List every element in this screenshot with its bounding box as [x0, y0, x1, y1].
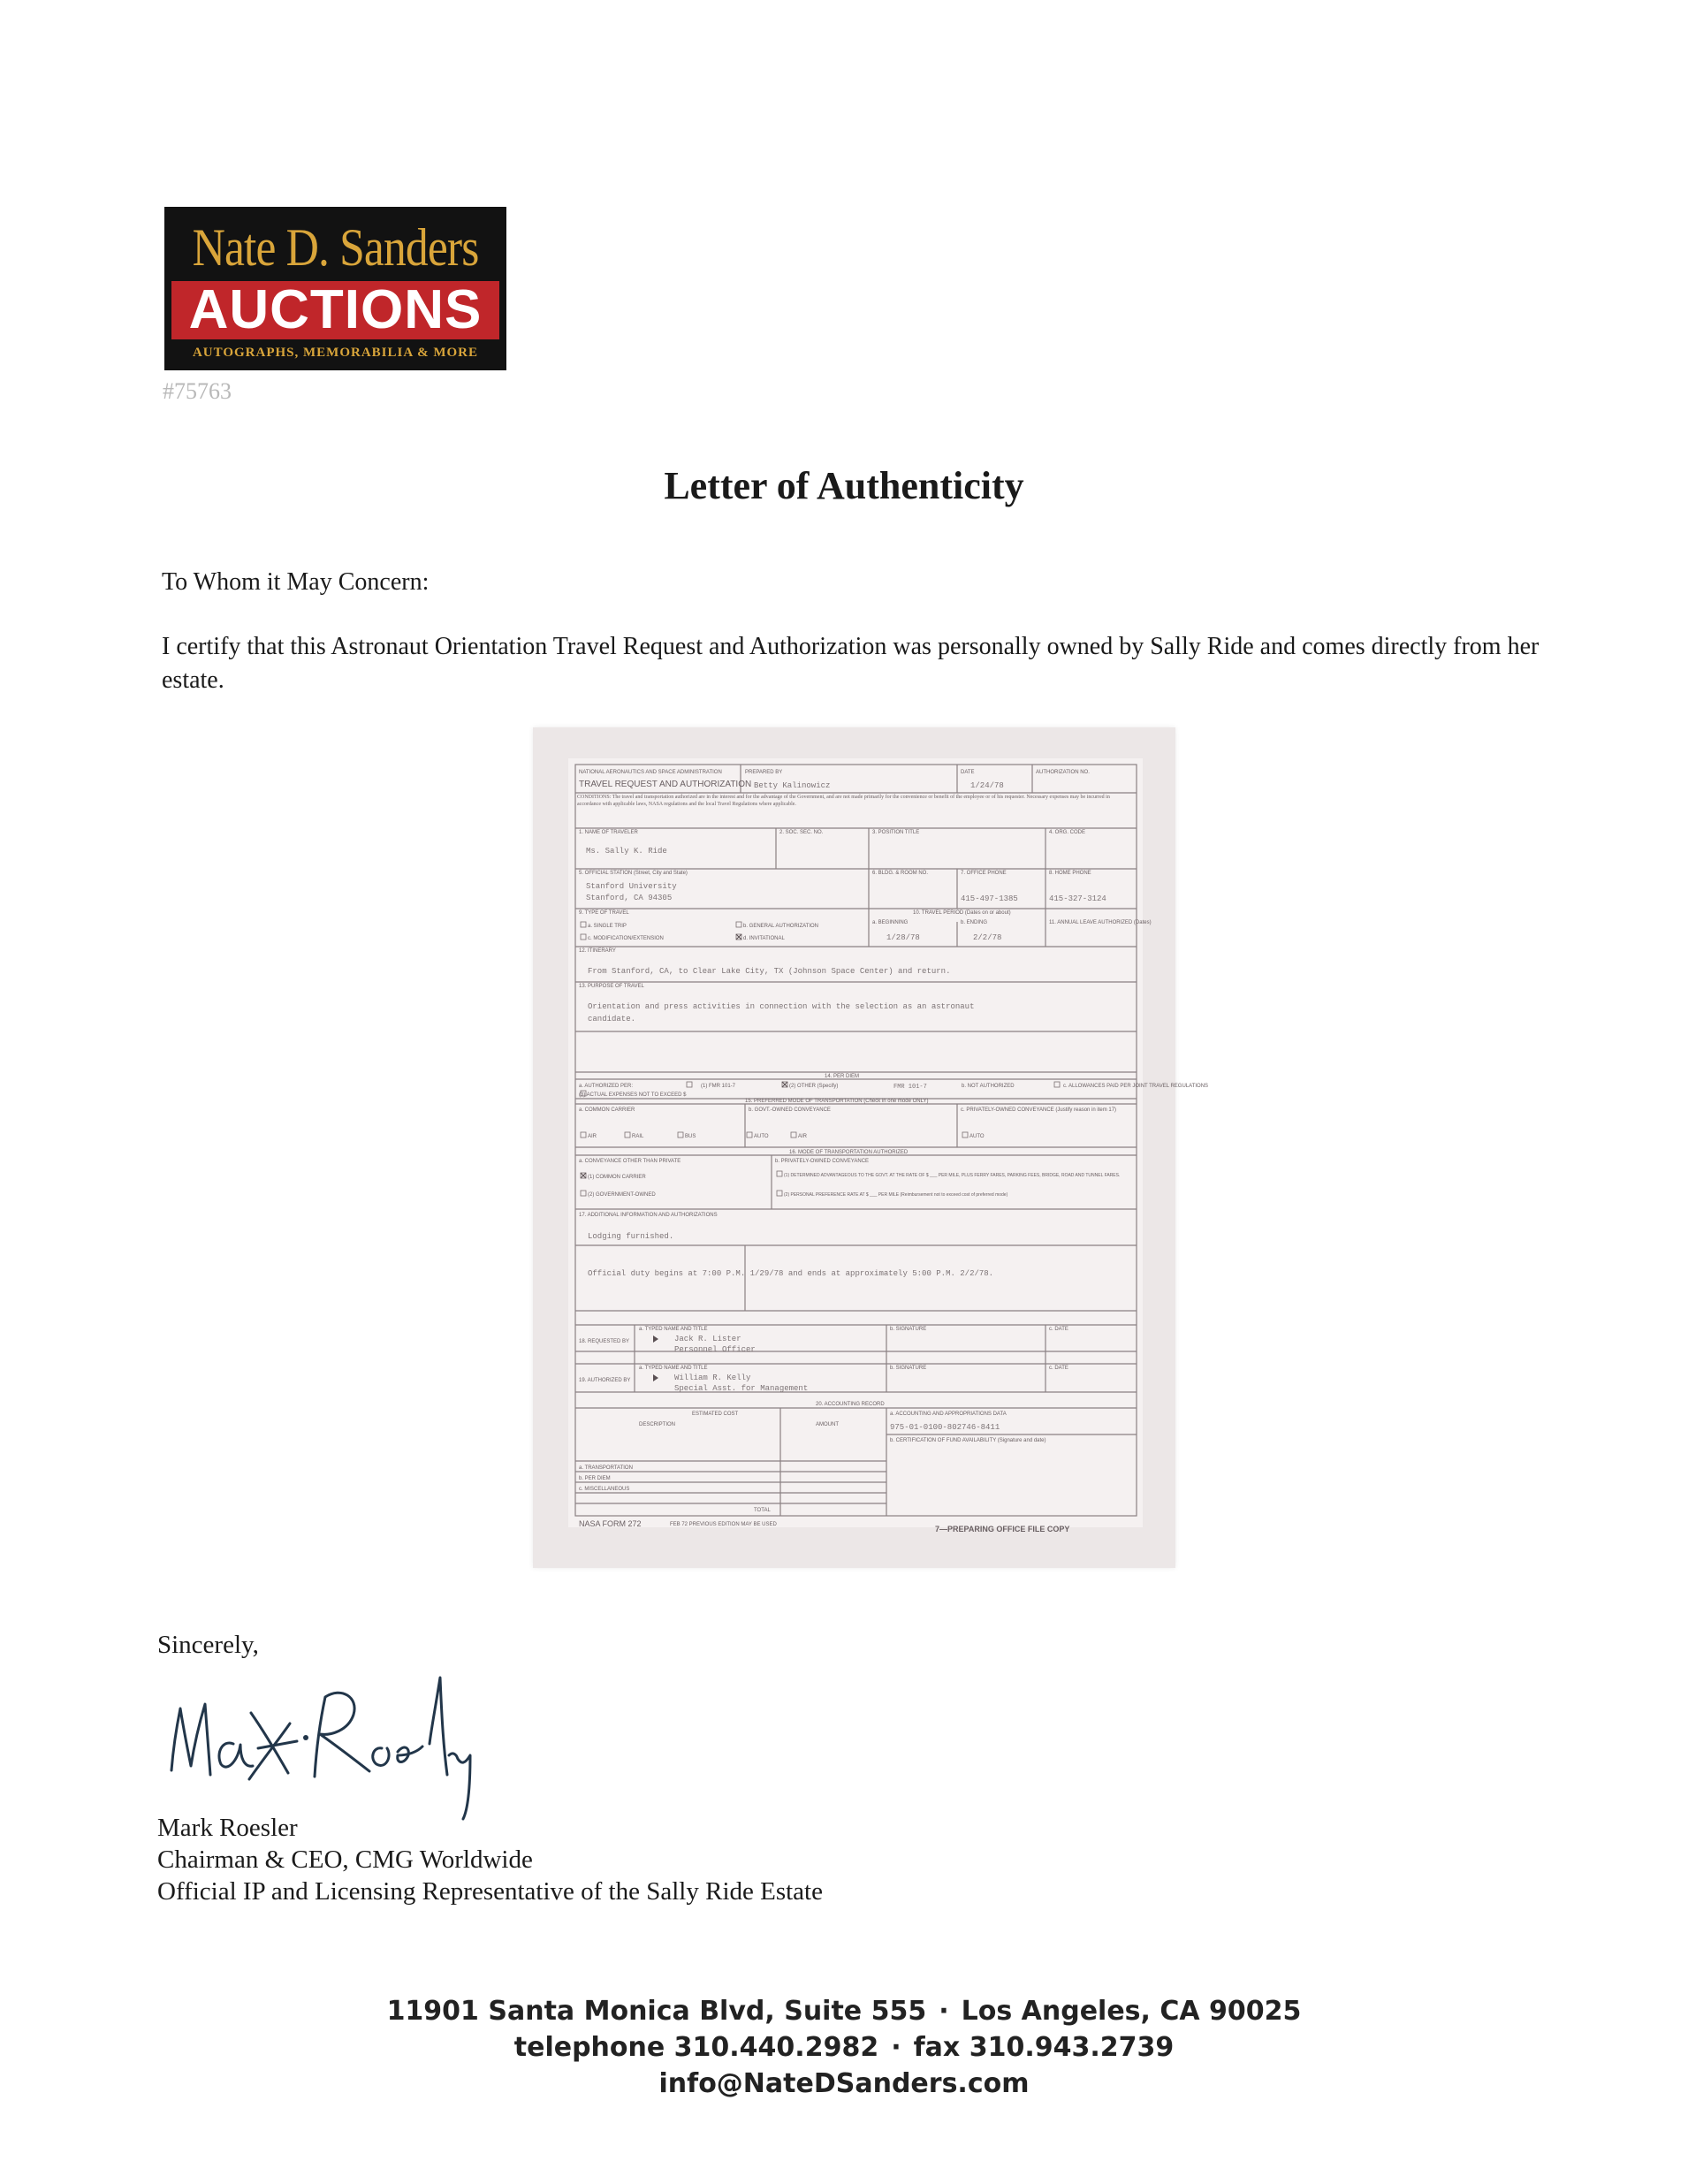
allowances-option: c. ALLOWANCES PAID PER JOINT TRAVEL REGULATIONS [1063, 1084, 1209, 1089]
footer-phone [0, 2032, 1688, 2063]
ending-label: b. ENDING [961, 920, 988, 925]
common-carrier-label: a. COMMON CARRIER [579, 1107, 635, 1113]
purpose-line-2: candidate. [588, 1015, 636, 1024]
auction-house-logo [164, 207, 506, 370]
additional-line-2: Official duty begins at 7:00 P.M. 1/29/78 and ends at approximately 5:00 P.M. 2/2/78. [588, 1269, 994, 1278]
leave-label: 11. ANNUAL LEAVE AUTHORIZED (Dates) [1049, 920, 1152, 925]
govt-owned-label: b. GOVT.-OWNED CONVEYANCE [749, 1107, 831, 1113]
letter-title: Letter of Authenticity [664, 464, 1024, 507]
rail-option: RAIL [632, 1134, 644, 1139]
logo-tagline: AUTOGRAPHS, MEMORABILIA & MORE [192, 346, 479, 360]
station-line-2: Stanford, CA 94305 [586, 894, 673, 902]
air-option-govt: AIR [798, 1134, 808, 1139]
date-value: 1/24/78 [970, 781, 1004, 790]
transportation-row: a. TRANSPORTATION [579, 1465, 633, 1471]
accounting-label: 20. ACCOUNTING RECORD [816, 1402, 885, 1407]
prepared-by-value: Betty Kalinowicz [754, 781, 831, 790]
typed-name-label-2: a. TYPED NAME AND TITLE [639, 1366, 708, 1371]
ending-value: 2/2/78 [973, 933, 1002, 942]
office-phone-label: 7. OFFICE PHONE [961, 871, 1007, 876]
signer-name: Mark Roesler [157, 1814, 298, 1842]
auto-option-private: AUTO [969, 1134, 985, 1139]
footer-email[interactable]: info@NateDSanders.com [658, 2068, 1030, 2099]
separator-dot: · [891, 2032, 901, 2063]
file-copy-label: 7—PREPARING OFFICE FILE COPY [935, 1525, 1070, 1533]
form-header-small: NATIONAL AERONAUTICS AND SPACE ADMINISTRATION [579, 770, 722, 775]
privately-owned-conveyance: b. PRIVATELY-OWNED CONVEYANCE [775, 1159, 870, 1164]
privately-owned-label: c. PRIVATELY-OWNED CONVEYANCE (Justify reason in item 17) [961, 1107, 1117, 1113]
description-label: DESCRIPTION [639, 1422, 676, 1427]
other-value: FMR 101-7 [893, 1084, 927, 1091]
footer-address [0, 1996, 1688, 2027]
itinerary-label: 12. ITINERARY [579, 948, 616, 954]
fmr-option: (1) FMR 101-7 [701, 1084, 736, 1089]
general-option: b. GENERAL AUTHORIZATION [743, 924, 819, 929]
form-conditions: CONDITIONS: The travel and transportation authorized are in the interest and for the advantage of the Government, and are not made primarily for the convenience or benefit of the employee or of his requester. Necessary expenses may be incurred in accordance with applicable laws, NASA regulations and the local Travel Regulations where applicable. [577, 795, 1110, 807]
authorization-label: AUTHORIZATION NO. [1036, 770, 1090, 775]
station-label: 5. OFFICIAL STATION (Street, City and State) [579, 871, 688, 876]
modification-option: c. MODIFICATION/EXTENSION [588, 936, 664, 941]
period-label: 10. TRAVEL PERIOD (Dates on or about) [913, 910, 1011, 916]
mode-authorized-label: 16. MODE OF TRANSPORTATION AUTHORIZED [789, 1150, 909, 1155]
room-label: 6. BLDG. & ROOM NO. [872, 871, 929, 876]
auto-option-govt: AUTO [754, 1134, 769, 1139]
home-phone-label: 8. HOME PHONE [1049, 871, 1091, 876]
actual-expenses: (3) ACTUAL EXPENSES NOT TO EXCEED $ [579, 1092, 687, 1098]
preferred-mode-label: 15. PREFERRED MODE OF TRANSPORTATION (Check in one mode ONLY) [745, 1099, 929, 1104]
per-diem-label: 14. PER DIEM [825, 1074, 860, 1079]
office-phone-value: 415-497-1385 [961, 894, 1018, 903]
prepared-by-label: PREPARED BY [745, 770, 783, 775]
requested-title: Personnel Officer [674, 1345, 756, 1354]
not-authorized-option: b. NOT AUTHORIZED [962, 1084, 1015, 1089]
separator-dot: · [939, 1996, 949, 2027]
travel-form-photo [533, 727, 1209, 1568]
signer-role: Official IP and Licensing Representative of the Sally Ride Estate [157, 1877, 823, 1906]
common-carrier-option: (1) COMMON CARRIER [588, 1175, 646, 1180]
govt-owned-option: (2) GOVERNMENT-OWNED [588, 1192, 656, 1198]
fax: fax 310.943.2739 [913, 2032, 1175, 2063]
approp-value: 975-01-0100-802746-8411 [890, 1423, 1000, 1432]
greeting: To Whom it May Concern: [162, 568, 430, 596]
city-address: Los Angeles, CA 90025 [961, 1996, 1302, 2027]
purpose-label: 13. PURPOSE OF TRAVEL [579, 984, 644, 989]
handwritten-signature [164, 1660, 518, 1837]
position-label: 3. POSITION TITLE [872, 830, 920, 835]
traveler-name: Ms. Sally K. Ride [586, 847, 667, 856]
form-title: TRAVEL REQUEST AND AUTHORIZATION [579, 780, 752, 789]
date-label: DATE [961, 770, 975, 775]
purpose-line-1: Orientation and press activities in connection with the selection as an astronaut [588, 1002, 975, 1011]
station-line-1: Stanford University [586, 882, 677, 891]
date-c-label-1: c. DATE [1049, 1327, 1068, 1332]
ssn-label: 2. SOC. SEC. NO. [779, 830, 824, 835]
misc-row: c. MISCELLANEOUS [579, 1487, 630, 1492]
typed-name-label-1: a. TYPED NAME AND TITLE [639, 1327, 708, 1332]
form-number: NASA FORM 272 [579, 1519, 642, 1528]
requested-name: Jack R. Lister [674, 1335, 741, 1343]
street-address: 11901 Santa Monica Blvd, Suite 555 [386, 1996, 927, 2027]
closing: Sincerely, [157, 1631, 259, 1659]
approp-label: a. ACCOUNTING AND APPROPRIATIONS DATA [890, 1412, 1007, 1417]
itinerary-value: From Stanford, CA, to Clear Lake City, TX (Johnson Space Center) and return. [588, 967, 951, 976]
signature-label-1: b. SIGNATURE [890, 1327, 927, 1332]
amount-label: AMOUNT [816, 1422, 839, 1427]
travel-form-document [533, 727, 1209, 1568]
name-label: 1. NAME OF TRAVELER [579, 830, 638, 835]
form-date: FEB 72 PREVIOUS EDITION MAY BE USED [670, 1522, 777, 1527]
signature-label-2: b. SIGNATURE [890, 1366, 927, 1371]
beginning-label: a. BEGINNING [872, 920, 909, 925]
org-label: 4. ORG. CODE [1049, 830, 1086, 835]
beginning-value: 1/28/78 [886, 933, 920, 942]
date-c-label-2: c. DATE [1049, 1366, 1068, 1371]
bus-option: BUS [685, 1134, 696, 1139]
home-phone-value: 415-327-3124 [1049, 894, 1106, 903]
estimated-cost-label: ESTIMATED COST [692, 1412, 739, 1417]
type-label: 9. TYPE OF TRAVEL [579, 910, 629, 916]
logo-brand: Nate D. Sanders [192, 218, 479, 277]
authorized-by-label: 19. AUTHORIZED BY [579, 1378, 631, 1383]
certification-paragraph: I certify that this Astronaut Orientation Travel Request and Authorization was personally owned by Sally Ride and comes directly from her estate. [162, 633, 1540, 694]
other-option: (2) OTHER (Specify) [789, 1084, 839, 1089]
single-trip-option: a. SINGLE TRIP [588, 924, 627, 929]
certification-label: b. CERTIFICATION OF FUND AVAILABILITY (Signature and date) [890, 1438, 1046, 1443]
logo-auctions: AUCTIONS [171, 281, 499, 339]
determined-rate: (1) DETERMINED ADVANTAGEOUS TO THE GOVT. AT THE RATE OF $ ___ PER MILE, PLUS FERRY FARES, PARKING FEES, BRIDGE, ROAD AND TUNNEL FARES. [784, 1173, 1121, 1178]
signer-title: Chairman & CEO, CMG Worldwide [157, 1845, 533, 1874]
air-option: AIR [588, 1134, 597, 1139]
telephone: telephone 310.440.2982 [513, 2032, 879, 2063]
personal-preference: (2) PERSONAL PREFERENCE RATE AT $ ___ PER MILE (Reimbursement not to exceed cost of preferred mode) [784, 1192, 1008, 1198]
lot-number: #75763 [163, 378, 232, 404]
per-diem-row: b. PER DIEM [579, 1476, 611, 1481]
requested-by-label: 18. REQUESTED BY [579, 1339, 630, 1344]
authorized-name: William R. Kelly [674, 1374, 751, 1382]
conveyance-other-label: a. CONVEYANCE OTHER THAN PRIVATE [579, 1159, 681, 1164]
additional-line-1: Lodging furnished. [588, 1232, 674, 1241]
authorized-per: a. AUTHORIZED PER: [579, 1084, 634, 1089]
additional-label: 17. ADDITIONAL INFORMATION AND AUTHORIZATIONS [579, 1213, 718, 1218]
authorized-title: Special Asst. for Management [674, 1384, 809, 1393]
invitational-option: d. INVITATIONAL [743, 936, 785, 941]
total-row: TOTAL [754, 1508, 771, 1513]
